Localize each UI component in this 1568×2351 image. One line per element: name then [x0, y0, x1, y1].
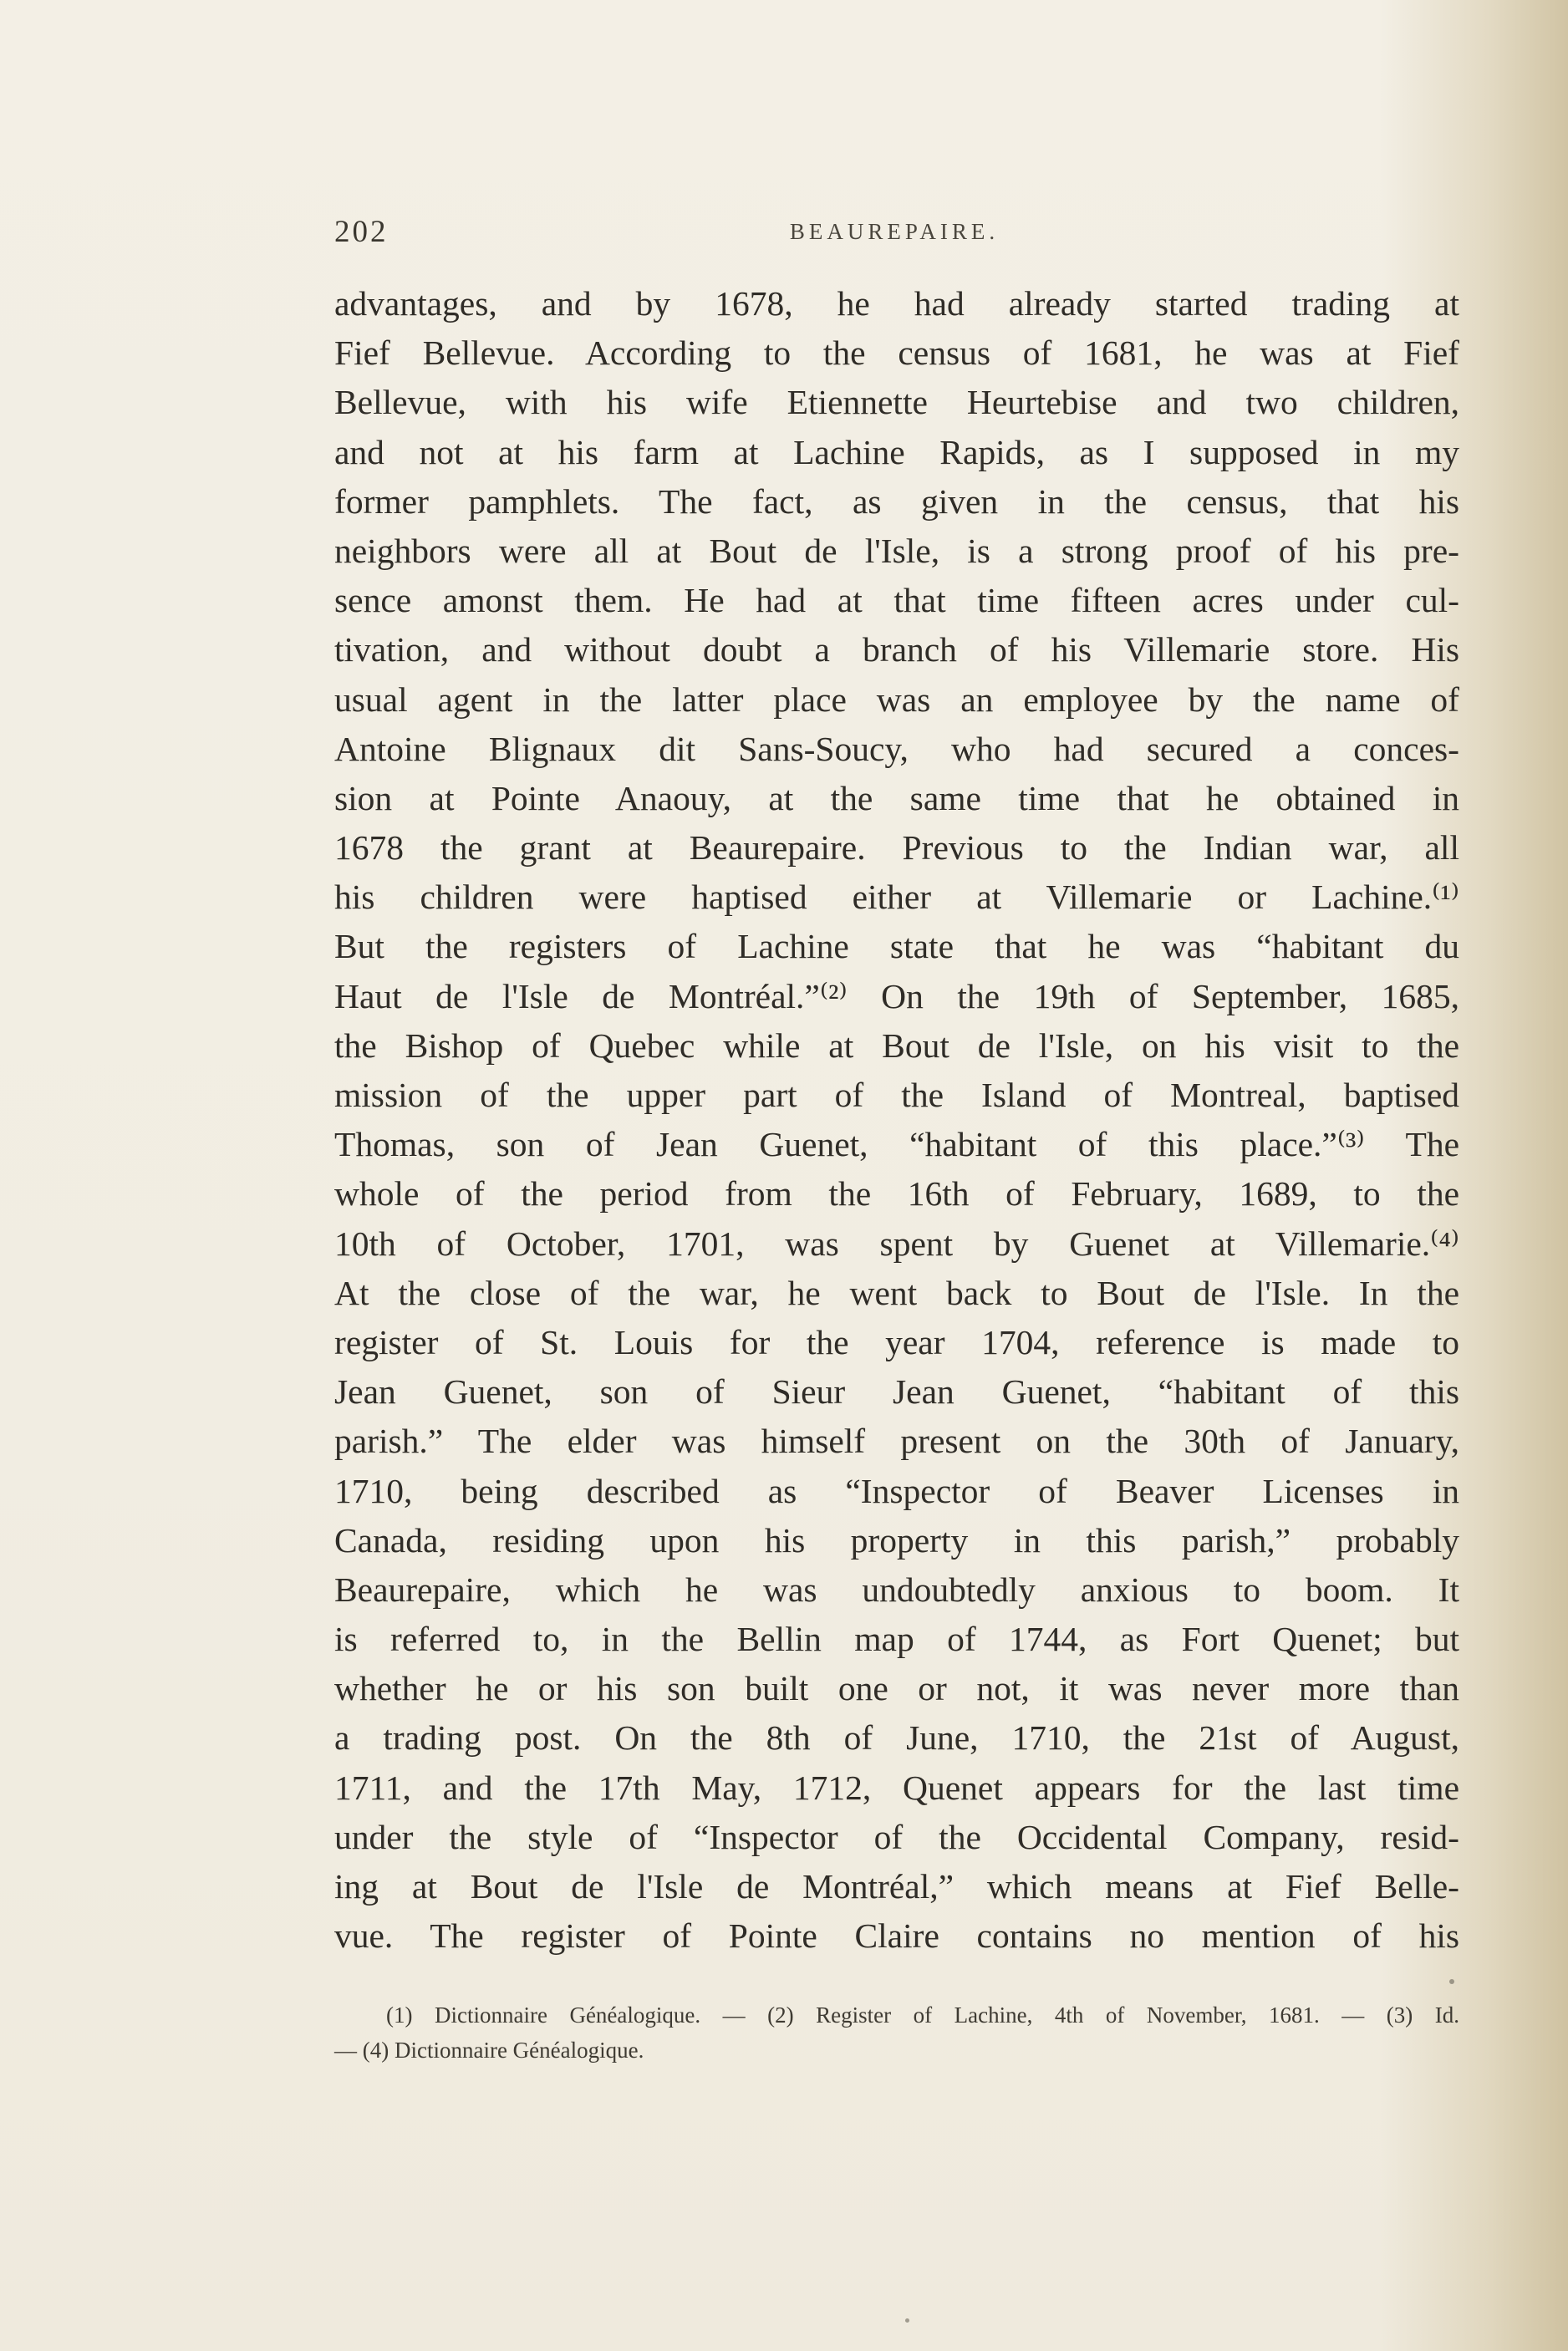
- page-header: [334, 214, 1454, 256]
- paper-speck: [905, 2318, 909, 2323]
- text-line: Thomas, son of Jean Guenet, “habitant of this place.”⁽³⁾ The: [334, 1125, 1459, 1164]
- text-line: is referred to, in the Bellin map of 1744, as Fort Quenet; but: [334, 1620, 1459, 1659]
- text-line: and not at his farm at Lachine Rapids, as I supposed in my: [334, 432, 1459, 471]
- text-line: Jean Guenet, son of Sieur Jean Guenet, “habitant of this: [334, 1372, 1459, 1412]
- text-line: sion at Pointe Anaouy, at the same time that he obtained in: [334, 778, 1459, 817]
- text-line: tivation, and without doubt a branch of his Villemarie store. His: [334, 630, 1459, 669]
- text-line: 10th of October, 1701, was spent by Guenet at Villemarie.⁽⁴⁾: [334, 1224, 1459, 1263]
- body-text: [334, 279, 1459, 1961]
- text-line: Bellevue, with his wife Etiennette Heurtebise and two children,: [334, 383, 1459, 422]
- text-line: advantages, and by 1678, he had already started trading at: [334, 284, 1459, 323]
- paper-speck: [1449, 1979, 1454, 1984]
- text-line: 1678 the grant at Beaurepaire. Previous to the Indian war, all: [334, 828, 1459, 868]
- text-line: under the style of “Inspector of the Occidental Company, resid-: [334, 1817, 1459, 1856]
- text-line: his children were haptised either at Villemarie or Lachine.⁽¹⁾: [334, 878, 1459, 917]
- text-line: parish.” The elder was himself present on the 30th of January,: [334, 1422, 1459, 1461]
- text-line: At the close of the war, he went back to Bout de l'Isle. In the: [334, 1273, 1459, 1312]
- text-line: ing at Bout de l'Isle de Montréal,” which means at Fief Belle-: [334, 1867, 1459, 1906]
- text-line: 1711, and the 17th May, 1712, Quenet appears for the last time: [334, 1768, 1459, 1807]
- text-line: Antoine Blignaux dit Sans-Soucy, who had secured a conces-: [334, 729, 1459, 768]
- text-line: Canada, residing upon his property in this parish,” probably: [334, 1520, 1459, 1560]
- page-number: 202: [334, 215, 389, 249]
- text-line: vue. The register of Pointe Claire contains no mention of his: [334, 1916, 1459, 1956]
- text-line: Haut de l'Isle de Montréal.”⁽²⁾ On the 19th of September, 1685,: [334, 976, 1459, 1015]
- text-line: register of St. Louis for the year 1704, reference is made to: [334, 1322, 1459, 1361]
- text-line: former pamphlets. The fact, as given in the census, that his: [334, 481, 1459, 521]
- footnote-line: (1) Dictionnaire Généalogique. — (2) Register of Lachine, 4th of November, 1681. — (3) Id.: [386, 2002, 1459, 2028]
- text-line: But the registers of Lachine state that he was “habitant du: [334, 927, 1459, 966]
- footnote-line: — (4) Dictionnaire Généalogique.: [334, 2038, 644, 2063]
- text-line: 1710, being described as “Inspector of Beaver Licenses in: [334, 1471, 1459, 1510]
- text-line: mission of the upper part of the Island of Montreal, baptised: [334, 1076, 1459, 1114]
- footnotes: [334, 1997, 1459, 2068]
- text-line: a trading post. On the 8th of June, 1710, the 21st of August,: [334, 1718, 1459, 1758]
- text-line: the Bishop of Quebec while at Bout de l'Isle, on his visit to the: [334, 1025, 1459, 1065]
- text-line: Beaurepaire, which he was undoubtedly anxious to boom. It: [334, 1570, 1459, 1609]
- text-line: whole of the period from the 16th of February, 1689, to the: [334, 1174, 1459, 1214]
- text-line: usual agent in the latter place was an employee by the name of: [334, 679, 1459, 719]
- text-line: sence amonst them. He had at that time fifteen acres under cul-: [334, 581, 1459, 620]
- running-title: BEAUREPAIRE.: [789, 219, 1000, 244]
- text-line: whether he or his son built one or not, it was never more than: [334, 1669, 1459, 1708]
- text-line: Fief Bellevue. According to the census of 1681, he was at Fief: [334, 333, 1459, 373]
- text-line: neighbors were all at Bout de l'Isle, is a strong proof of his pre-: [334, 531, 1459, 570]
